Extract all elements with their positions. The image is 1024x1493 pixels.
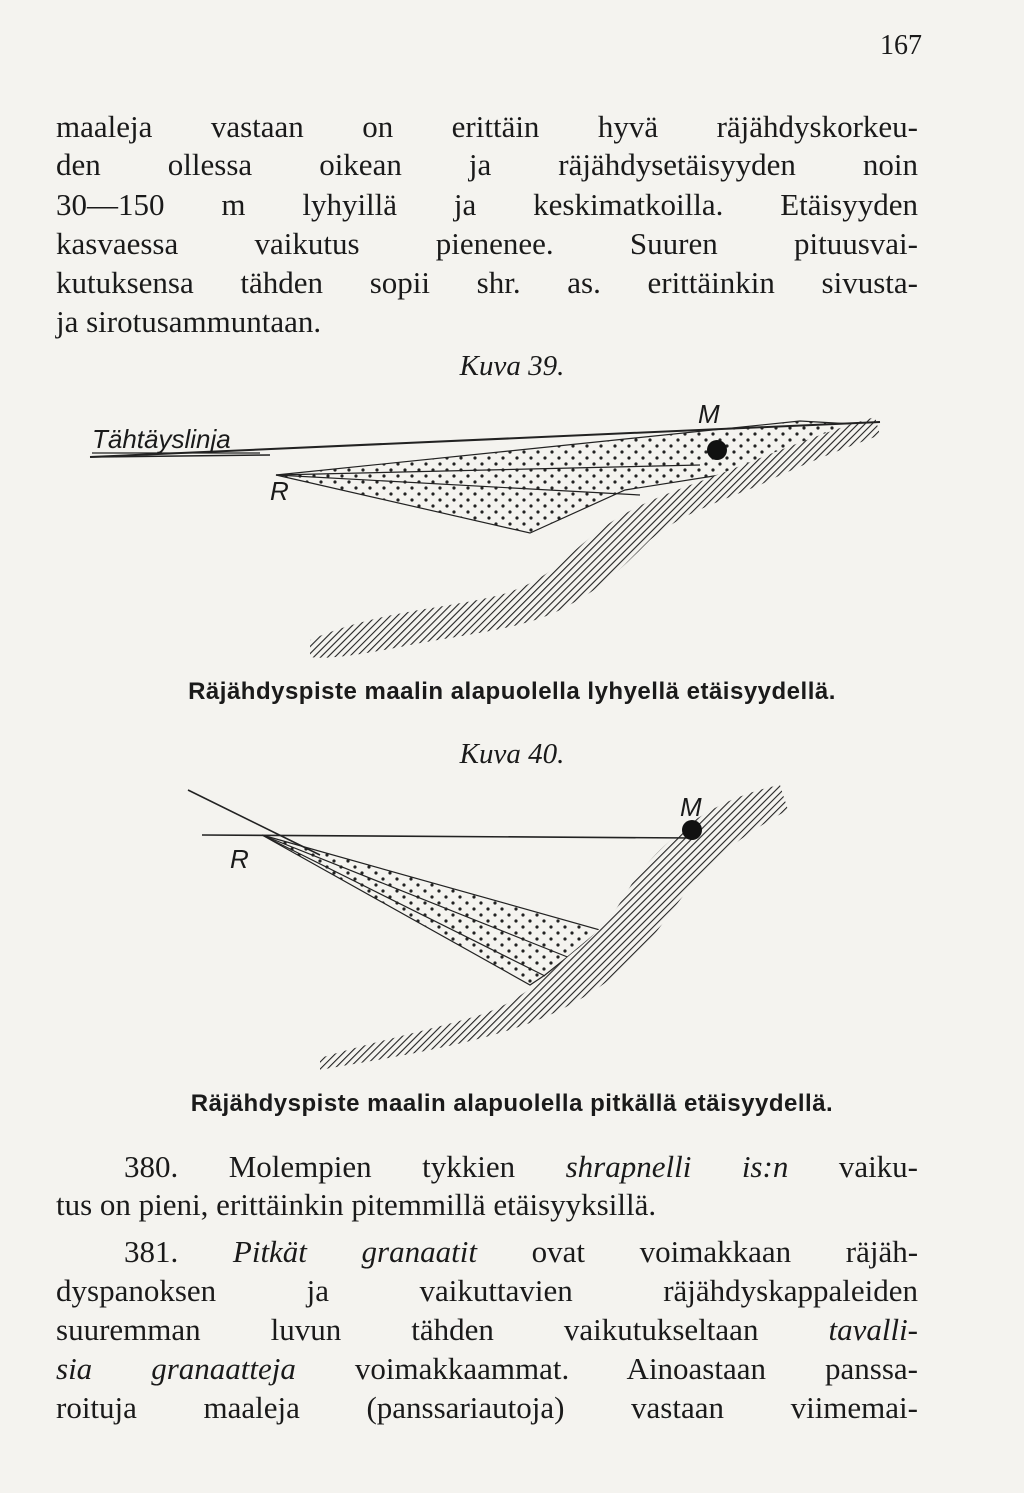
text-line: tus on pieni, erittäinkin pitemmillä etäisyyksillä. (56, 1187, 657, 1222)
figure-40-m-label: M (680, 792, 702, 822)
paragraph-381-line: 381. Pitkät granaatit ovat voimakkaan räjäh- (124, 1234, 919, 1269)
figure-39-diagram (80, 395, 900, 685)
figure-40-r-label: R (230, 844, 249, 874)
text-line: suuremman luvun tähden vaikutukseltaan tavalli- (56, 1312, 919, 1347)
para-number: 380. (124, 1149, 179, 1184)
figure-39-caption: Räjähdyspiste maalin alapuolella lyhyellä etäisyydellä. (188, 678, 836, 705)
text-line: sia granaatteja voimakkaammat. Ainoastaan panssa- (56, 1351, 918, 1386)
text-line: kasvaessa vaikutus pienenee. Suuren pituusvai- (56, 226, 918, 261)
figure-40-title: Kuva 40. (459, 738, 565, 770)
figure-39-line-label: Tähtäyslinja (92, 424, 231, 454)
figure-40-diagram (170, 780, 820, 1080)
page-number: 167 (880, 30, 922, 61)
figure-39-title: Kuva 39. (459, 350, 565, 382)
text-line: dyspanoksen ja vaikuttavien räjähdyskappaleiden (56, 1273, 918, 1308)
text-line: maaleja vastaan on erittäin hyvä räjähdyskorkeu- (56, 109, 918, 144)
text-line: den ollessa oikean ja räjähdysetäisyyden noin (56, 147, 918, 182)
text-line: 30—150 m lyhyillä ja keskimatkoilla. Etäisyyden (56, 187, 918, 222)
text-line: roituja maaleja (panssariautoja) vastaan viimemai- (56, 1390, 918, 1425)
target-m (707, 440, 727, 460)
burst-cone (276, 421, 870, 533)
paragraph-380-line: 380. Molempien tykkien shrapnelli is:n vaiku- (124, 1149, 919, 1184)
text-line: ja sirotusammuntaan. (56, 304, 322, 339)
burst-cone (262, 835, 600, 985)
target-m (682, 820, 702, 840)
figure-40-caption: Räjähdyspiste maalin alapuolella pitkällä etäisyydellä. (190, 1090, 834, 1117)
text-line: kutuksensa tähden sopii shr. as. erittäinkin sivusta- (56, 265, 918, 300)
figure-39-r-label: R (270, 476, 289, 506)
figure-39-m-label: M (698, 399, 720, 429)
sight-line (202, 835, 695, 838)
para-number: 381. (124, 1234, 179, 1269)
